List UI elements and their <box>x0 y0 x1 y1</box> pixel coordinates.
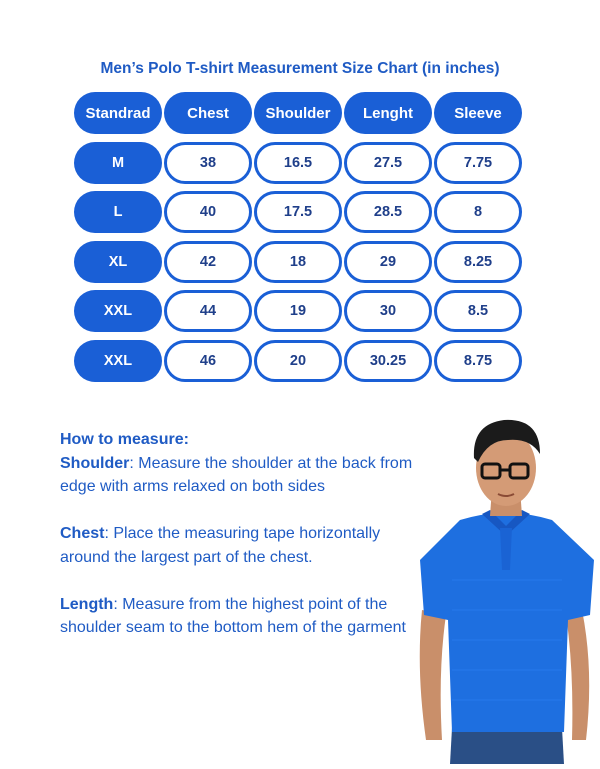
length-value: 28.5 <box>344 191 432 233</box>
chest-value: 46 <box>164 340 252 382</box>
sleeve-value: 8 <box>434 191 522 233</box>
header-length: Lenght <box>344 92 432 134</box>
size-label: XL <box>74 241 162 283</box>
chest-value: 44 <box>164 290 252 332</box>
shoulder-value: 18 <box>254 241 342 283</box>
sleeve-value: 8.5 <box>434 290 522 332</box>
instruction-text: : Measure the shoulder at the back from edge with arms relaxed on both sides <box>60 454 413 495</box>
length-value: 29 <box>344 241 432 283</box>
instruction-term: Shoulder <box>60 454 130 472</box>
chest-value: 42 <box>164 241 252 283</box>
sleeve-value: 8.25 <box>434 241 522 283</box>
header-shoulder: Shoulder <box>254 92 342 134</box>
sleeve-value: 8.75 <box>434 340 522 382</box>
instruction-text: : Measure from the highest point of the shoulder seam to the bottom hem of the garment <box>60 595 406 636</box>
instruction-term: Length <box>60 595 114 613</box>
length-value: 30 <box>344 290 432 332</box>
size-label: XXL <box>74 340 162 382</box>
header-standard: Standrad <box>74 92 162 134</box>
chest-value: 40 <box>164 191 252 233</box>
instruction-text: : Place the measuring tape horizontally around the largest part of the chest. <box>60 525 381 566</box>
chest-value: 38 <box>164 142 252 184</box>
size-label: L <box>74 191 162 233</box>
header-chest: Chest <box>164 92 252 134</box>
sleeve-value: 7.75 <box>434 142 522 184</box>
shoulder-value: 16.5 <box>254 142 342 184</box>
size-label: M <box>74 142 162 184</box>
model-photo-icon <box>412 410 600 764</box>
length-value: 30.25 <box>344 340 432 382</box>
instruction-chest <box>60 522 420 569</box>
header-sleeve: Sleeve <box>434 92 522 134</box>
instruction-length <box>60 593 420 640</box>
size-label: XXL <box>74 290 162 332</box>
shoulder-value: 20 <box>254 340 342 382</box>
instruction-shoulder <box>60 452 420 499</box>
chart-title: Men’s Polo T-shirt Measurement Size Chart (in inches) <box>100 60 500 77</box>
measurement-instructions <box>60 428 420 663</box>
instructions-heading: How to measure: <box>60 431 189 448</box>
instruction-term: Chest <box>60 525 105 542</box>
shoulder-value: 19 <box>254 290 342 332</box>
length-value: 27.5 <box>344 142 432 184</box>
size-table <box>74 92 522 382</box>
shoulder-value: 17.5 <box>254 191 342 233</box>
